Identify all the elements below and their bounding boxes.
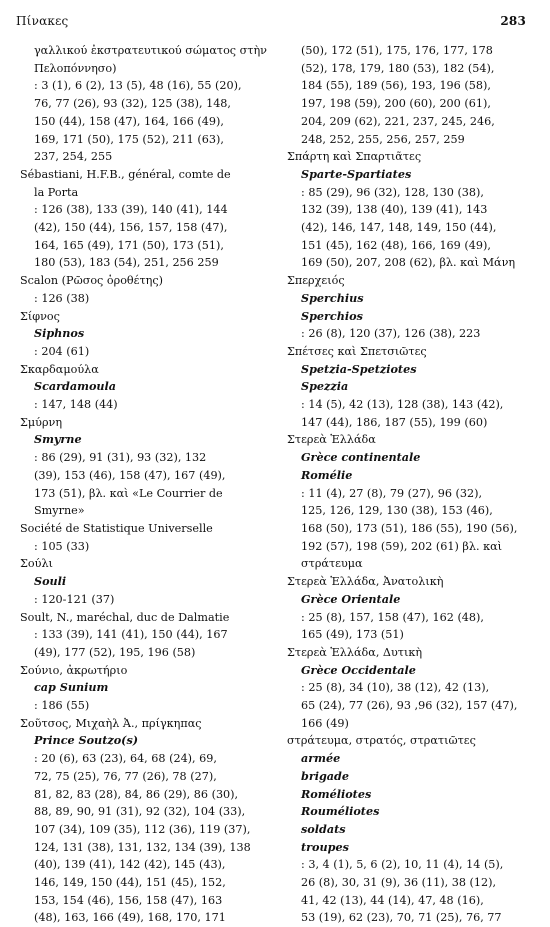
index-entry-line: Sperchios bbox=[301, 308, 363, 323]
index-entry-heading: Soult, N., maréchal, duc de Dalmatie bbox=[20, 610, 230, 624]
index-entry-line: la Porta bbox=[34, 185, 79, 199]
index-entry-line: : 26 (8), 120 (37), 126 (38), 223 bbox=[301, 327, 481, 341]
index-entry-line: : 14 (5), 42 (13), 128 (38), 143 (42), bbox=[301, 398, 504, 412]
index-entry-line: Roméliotes bbox=[301, 786, 372, 801]
index-entry-line: (49), 177 (52), 195, 196 (58) bbox=[34, 645, 196, 659]
index-entry-line: 192 (57), 198 (59), 202 (61) βλ. καὶ bbox=[301, 539, 503, 553]
index-entry-line: 26 (8), 30, 31 (9), 36 (11), 38 (12), bbox=[301, 876, 497, 890]
index-entry-heading: Σοῦτσος, Μιχαὴλ Ἀ., πρίγκηπας bbox=[20, 716, 202, 730]
index-column-left bbox=[20, 42, 282, 927]
index-entry-line: Grèce continentale bbox=[301, 450, 421, 465]
index-entry-line: 124, 131 (38), 131, 132, 134 (39), 138 bbox=[34, 840, 251, 854]
index-entry-line: 41, 42 (13), 44 (14), 47, 48 (16), bbox=[301, 893, 484, 907]
index-entry-line: (42), 150 (44), 156, 157, 158 (47), bbox=[34, 221, 228, 235]
index-entry-heading: Σπέτσες καὶ Σπετσιῶτες bbox=[287, 344, 427, 358]
index-entry-heading: Σπερχειός bbox=[287, 274, 345, 288]
index-entry-line: Spezzia bbox=[301, 379, 349, 394]
index-entry-heading: Σπάρτη καὶ Σπαρτιᾶτες bbox=[287, 150, 422, 164]
index-entry-line: armée bbox=[301, 751, 341, 766]
index-entry-line: 169 (50), 207, 208 (62), βλ. καὶ Μάνη bbox=[301, 256, 516, 270]
index-entry-line: : 105 (33) bbox=[34, 539, 90, 553]
index-entry-line: (42), 146, 147, 148, 149, 150 (44), bbox=[301, 221, 497, 235]
index-entry-line: 169, 171 (50), 175 (52), 211 (63), bbox=[34, 132, 224, 146]
index-entry-line: Smyrne bbox=[34, 432, 82, 447]
index-entry-line: : 86 (29), 91 (31), 93 (32), 132 bbox=[34, 451, 207, 465]
section-title: Πίνακες bbox=[16, 14, 69, 28]
index-entry-line: Grèce Occidentale bbox=[301, 662, 416, 677]
running-head bbox=[16, 14, 534, 32]
index-entry-line: 184 (55), 189 (56), 193, 196 (58), bbox=[301, 79, 491, 93]
index-entry-heading: Στερεὰ Ἑλλάδα, Ἀνατολικὴ bbox=[287, 575, 444, 589]
index-entry-line: : 204 (61) bbox=[34, 344, 90, 358]
index-entry-line: Spetzia-Spetziotes bbox=[301, 361, 417, 376]
index-entry-line: cap Sunium bbox=[34, 680, 109, 695]
index-entry-line: (40), 139 (41), 142 (42), 145 (43), bbox=[34, 858, 226, 872]
index-entry-line: : 133 (39), 141 (41), 150 (44), 167 bbox=[34, 628, 228, 642]
index-entry-heading: Société de Statistique Universelle bbox=[20, 521, 213, 535]
index-entry-line: : 3 (1), 6 (2), 13 (5), 48 (16), 55 (20), bbox=[34, 79, 242, 93]
index-entry-line: 151 (45), 162 (48), 166, 169 (49), bbox=[301, 238, 491, 252]
index-entry-line: : 120-121 (37) bbox=[34, 592, 115, 606]
index-entry-line: 248, 252, 255, 256, 257, 259 bbox=[301, 132, 465, 146]
index-entry-line: 146, 149, 150 (44), 151 (45), 152, bbox=[34, 876, 226, 890]
index-entry-heading: Σούλι bbox=[20, 557, 53, 571]
index-entry-line: (50), 172 (51), 175, 176, 177, 178 bbox=[301, 44, 493, 57]
index-entry-line: 165 (49), 173 (51) bbox=[301, 628, 404, 642]
index-entry-heading: Σκαρδαμούλα bbox=[20, 362, 99, 376]
index-entry-line: 53 (19), 62 (23), 70, 71 (25), 76, 77 bbox=[301, 911, 502, 925]
index-entry-line: : 126 (38), 133 (39), 140 (41), 144 bbox=[34, 203, 228, 217]
index-entry-line: 173 (51), βλ. καὶ «Le Courrier de bbox=[34, 486, 223, 500]
index-entry-line: Grèce Orientale bbox=[301, 591, 401, 606]
index-entry-line: : 147, 148 (44) bbox=[34, 398, 118, 412]
index-entry-line: brigade bbox=[301, 768, 349, 783]
index-entry-line: 65 (24), 77 (26), 93 ,96 (32), 157 (47), bbox=[301, 699, 518, 713]
index-entry-line: : 20 (6), 63 (23), 64, 68 (24), 69, bbox=[34, 752, 217, 766]
index-entry-line: 72, 75 (25), 76, 77 (26), 78 (27), bbox=[34, 769, 217, 783]
index-entry-heading: Σμύρνη bbox=[20, 415, 63, 429]
index-entry-line: γαλλικού ἐκστρατευτικού σώματος στὴν bbox=[34, 44, 267, 57]
index-entry-line: 150 (44), 158 (47), 164, 166 (49), bbox=[34, 114, 224, 128]
index-entry-line: : 11 (4), 27 (8), 79 (27), 96 (32), bbox=[301, 486, 483, 500]
index-entry-line: Siphnos bbox=[34, 326, 85, 341]
index-entry-line: : 3, 4 (1), 5, 6 (2), 10, 11 (4), 14 (5), bbox=[301, 858, 504, 872]
index-entry-line: 88, 89, 90, 91 (31), 92 (32), 104 (33), bbox=[34, 805, 246, 819]
index-entry-line: : 186 (55) bbox=[34, 699, 90, 713]
index-entry-line: : 25 (8), 34 (10), 38 (12), 42 (13), bbox=[301, 681, 490, 695]
index-entry-line: troupes bbox=[301, 839, 349, 854]
index-entry-line: 76, 77 (26), 93 (32), 125 (38), 148, bbox=[34, 97, 231, 111]
index-entry-line: 204, 209 (62), 221, 237, 245, 246, bbox=[301, 114, 495, 128]
index-entry-line: (39), 153 (46), 158 (47), 167 (49), bbox=[34, 468, 226, 482]
index-entry-heading: στράτευμα, στρατός, στρατιῶτες bbox=[287, 734, 476, 748]
index-entry-line: Prince Soutzo(s) bbox=[34, 733, 139, 748]
index-entry-line: 132 (39), 138 (40), 139 (41), 143 bbox=[301, 203, 488, 217]
index-entry-line: 125, 126, 129, 130 (38), 153 (46), bbox=[301, 504, 493, 518]
index-entry-line: 164, 165 (49), 171 (50), 173 (51), bbox=[34, 238, 224, 252]
index-entry-line: (48), 163, 166 (49), 168, 170, 171 bbox=[34, 911, 226, 925]
index-entry-line: 197, 198 (59), 200 (60), 200 (61), bbox=[301, 97, 491, 111]
index-entry-line: : 126 (38) bbox=[34, 291, 90, 305]
index-entry-heading: Σίφνος bbox=[20, 309, 60, 323]
index-entry-line: Romélie bbox=[301, 467, 353, 482]
index-entry-line: Smyrne» bbox=[34, 504, 85, 518]
index-entry-line: στράτευμα bbox=[301, 557, 363, 571]
index-entry-line: soldats bbox=[301, 821, 346, 836]
index-entry-heading: Στερεὰ Ἑλλάδα, Δυτικὴ bbox=[287, 645, 423, 659]
index-entry-heading: Sébastiani, H.F.B., général, comte de bbox=[20, 167, 231, 181]
index-entry-line: 147 (44), 186, 187 (55), 199 (60) bbox=[301, 415, 488, 429]
index-entry-heading: Scalon (Ρῶσος ὁροθέτης) bbox=[20, 274, 163, 288]
index-entry-line: Πελοπόννησο) bbox=[34, 61, 117, 75]
index-entry-line: Scardamoula bbox=[34, 379, 117, 394]
index-entry-line: 237, 254, 255 bbox=[34, 150, 113, 164]
index-entry-line: 107 (34), 109 (35), 112 (36), 119 (37), bbox=[34, 822, 251, 836]
index-entry-line: 153, 154 (46), 156, 158 (47), 163 bbox=[34, 893, 223, 907]
index-entry-line: (52), 178, 179, 180 (53), 182 (54), bbox=[301, 61, 495, 75]
index-entry-line: : 85 (29), 96 (32), 128, 130 (38), bbox=[301, 185, 484, 199]
index-entry-heading: Σούνιο, ἀκρωτήριο bbox=[20, 663, 128, 677]
page-number: 283 bbox=[500, 14, 526, 28]
index-entry-line: 168 (50), 173 (51), 186 (55), 190 (56), bbox=[301, 521, 518, 535]
index-entry-line: Rouméliotes bbox=[301, 804, 380, 819]
index-entry-line: 180 (53), 183 (54), 251, 256 259 bbox=[34, 256, 219, 270]
index-entry-line: Sperchius bbox=[301, 290, 364, 305]
index-entry-line: 81, 82, 83 (28), 84, 86 (29), 86 (30), bbox=[34, 787, 239, 801]
index-entry-line: Sparte-Spartiates bbox=[301, 166, 412, 181]
index-entry-heading: Στερεὰ Ἑλλάδα bbox=[287, 433, 376, 447]
index-entry-line: : 25 (8), 157, 158 (47), 162 (48), bbox=[301, 610, 484, 624]
index-column-right bbox=[287, 42, 549, 927]
index-entry-line: 166 (49) bbox=[301, 716, 349, 730]
index-entry-line: Souli bbox=[34, 574, 67, 589]
